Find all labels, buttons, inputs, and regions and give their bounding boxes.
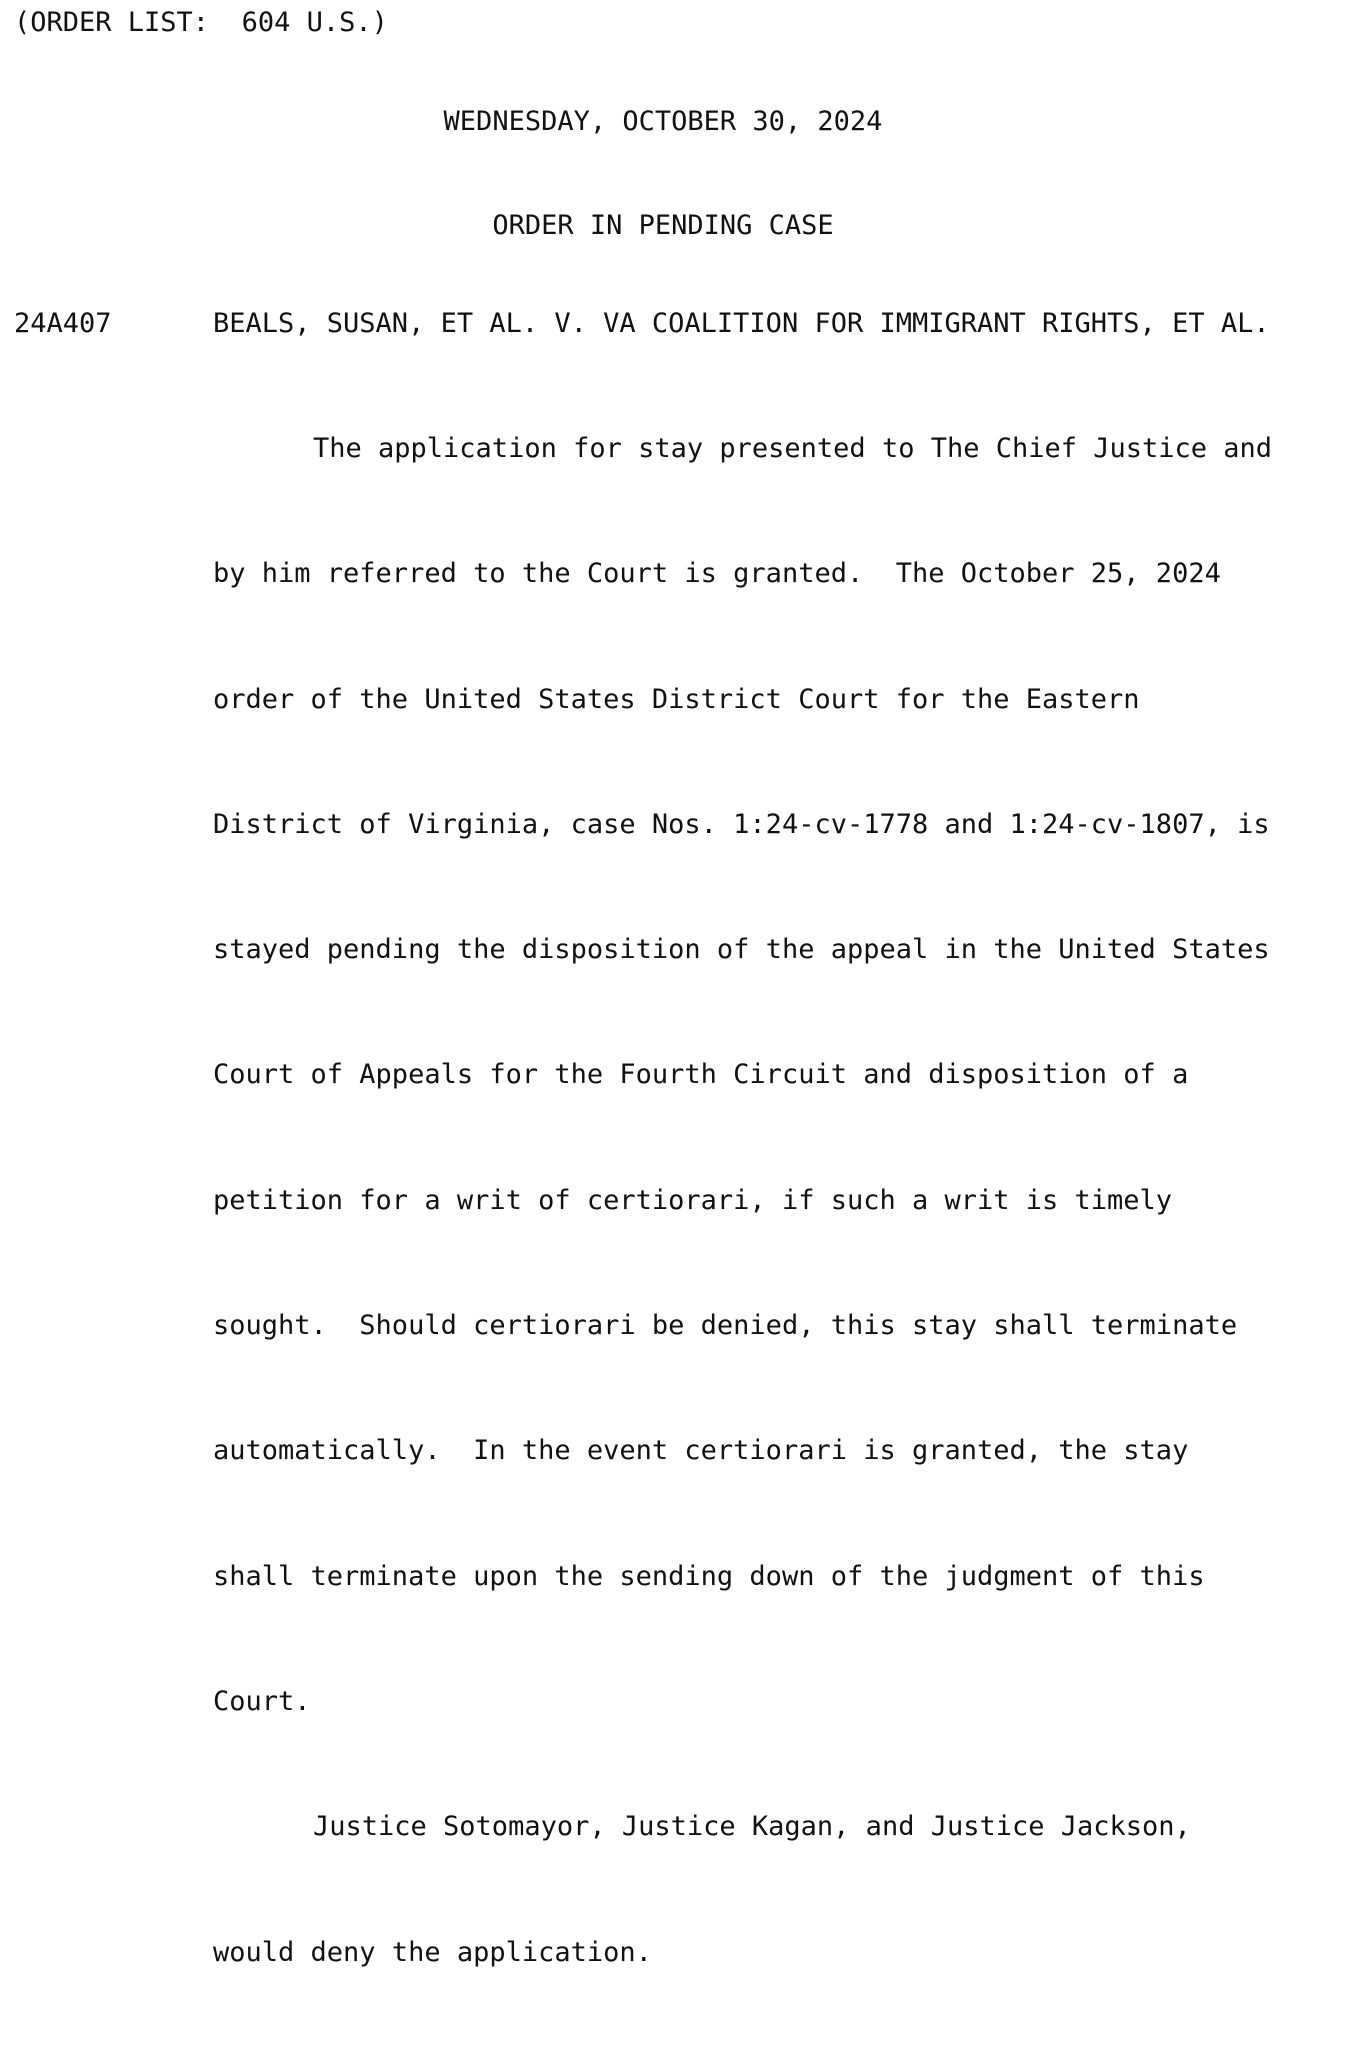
order-line: Court of Appeals for the Fourth Circuit and disposition of a [213,1059,1189,1091]
order-line: The application for stay presented to The Chief Justice and [313,433,1273,464]
order-text [213,374,1323,2063]
order-line: sought. Should certiorari be denied, this stay shall terminate [213,1310,1238,1342]
dissent-line: Justice Sotomayor, Justice Kagan, and Justice Jackson, [313,1811,1191,1843]
order-line: shall terminate upon the sending down of the judgment of this [213,1560,1205,1592]
order-line: by him referred to the Court is granted. The October 25, 2024 [213,558,1221,590]
order-line: order of the United States District Court for the Eastern [213,683,1140,715]
order-line: District of Virginia, case Nos. 1:24-cv-1778 and 1:24-cv-1807, is [213,808,1270,840]
section-heading: ORDER IN PENDING CASE [492,210,834,241]
order-line: automatically. In the event certiorari is granted, the stay [213,1435,1189,1467]
order-date-heading: WEDNESDAY, OCTOBER 30, 2024 [443,106,883,137]
order-line: stayed pending the disposition of the appeal in the United States [213,934,1270,966]
case-caption: BEALS, SUSAN, ET AL. V. VA COALITION FOR IMMIGRANT RIGHTS, ET AL. [213,308,1270,339]
order-line: Court. [213,1685,311,1717]
dissent-line: would deny the application. [213,1936,652,1968]
order-line: petition for a writ of certiorari, if such a writ is timely [213,1184,1173,1216]
case-number: 24A407 [14,308,112,339]
order-list-label: (ORDER LIST: 604 U.S.) [14,7,388,38]
